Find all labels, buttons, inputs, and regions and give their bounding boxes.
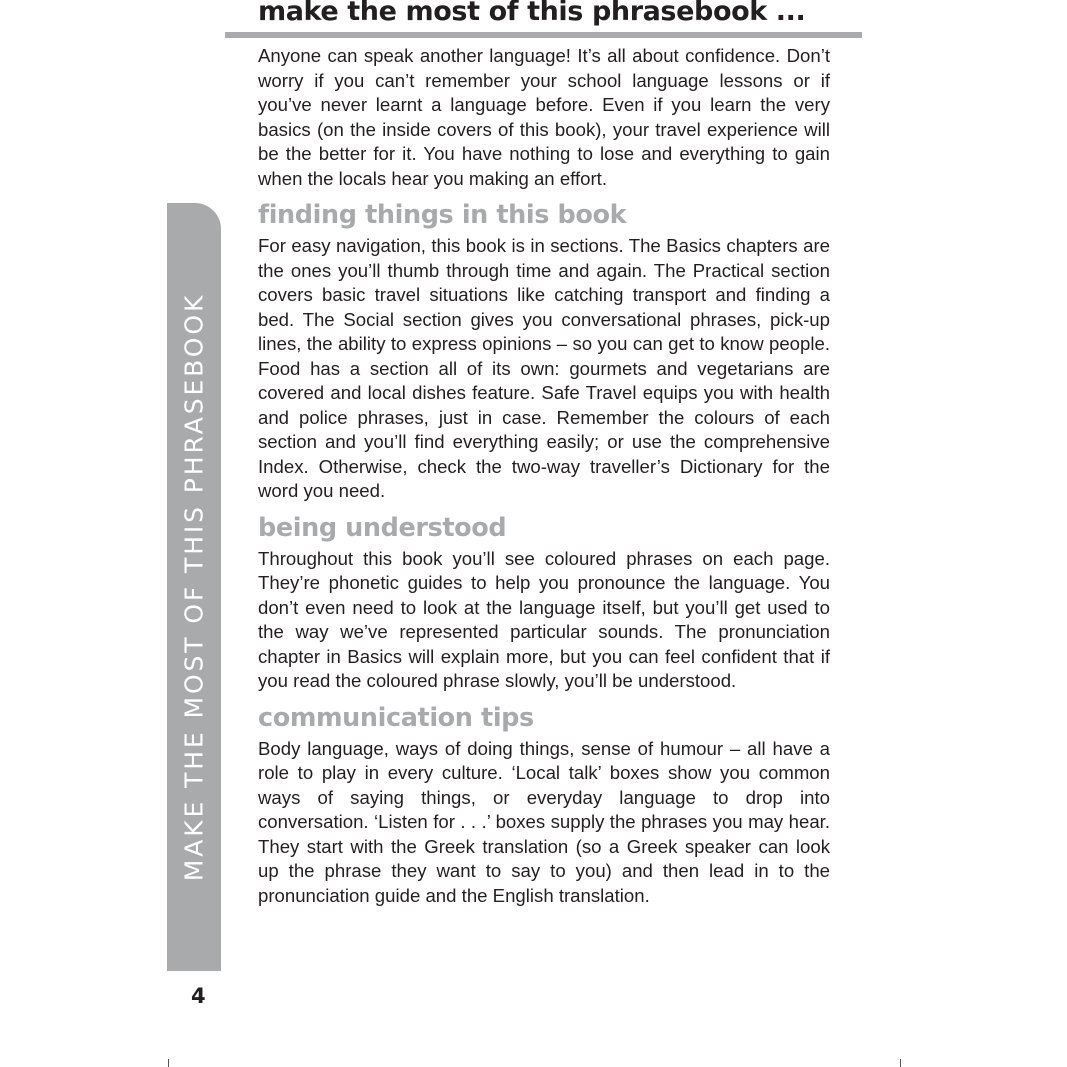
crop-mark-left <box>168 1059 169 1067</box>
section-side-tab <box>167 203 221 971</box>
page-title: make the most of this phrasebook ... <box>258 0 806 27</box>
crop-mark-right <box>900 1059 901 1067</box>
side-tab-label: MAKE THE MOST OF THIS PHRASEBOOK <box>179 292 209 882</box>
title-underline-bar <box>225 32 862 38</box>
intro-paragraph: Anyone can speak another language! It’s all about confidence. Don’t worry if you can’t remember your school language lessons or if you’ve never learnt a language before. Even if you learn the very basics (on the inside covers of this book), your travel experience will be the better for it. You have nothing to lose and everything to gain when the locals hear you making an effort. <box>258 45 830 189</box>
section-heading-communication-tips: communication tips <box>258 702 534 733</box>
section-body-communication-tips: Body language, ways of doing things, sense of humour – all have a role to play in every culture. ‘Local talk’ boxes show you common ways of saying things, or everyday language to drop into conversation. ‘Listen for . . .’ boxes supply the phrases you may hear. They start with the Greek translation (so a Greek speaker can look up the phrase they want to say to you) and then lead in to the pronunciation guide and the English translation. <box>258 737 830 906</box>
section-heading-finding-things: finding things in this book <box>258 200 627 230</box>
section-body-finding-things: For easy navigation, this book is in sections. The Basics chapters are the ones you’ll thumb through time and again. The Practical section covers basic travel situations like catching transport and finding a bed. The Social section gives you conversational phrases, pick-up lines, the ability to express opinions – so you can get to know people. Food has a section all of its own: gourmets and vegetarians are covered and local dishes feature. Safe Travel equips you with health and police phrases, just in case. Remember the colours of each section and you’ll find everything easily; or use the comprehensive Index. Otherwise, check the two-way traveller’s Dictionary for the word you need. <box>258 235 830 501</box>
page-number: 4 <box>191 984 206 1008</box>
section-body-being-understood: Throughout this book you’ll see coloured phrases on each page. They’re phonetic guides to help you pronounce the language. You don’t even need to look at the language itself, but you’ll get used to the way we’ve represented particular sounds. The pronunciation chapter in Basics will explain more, but you can feel confident that if you read the coloured phrase slowly, you’ll be understood. <box>258 547 830 691</box>
section-heading-being-understood: being understood <box>258 512 507 543</box>
page-body <box>258 44 830 908</box>
